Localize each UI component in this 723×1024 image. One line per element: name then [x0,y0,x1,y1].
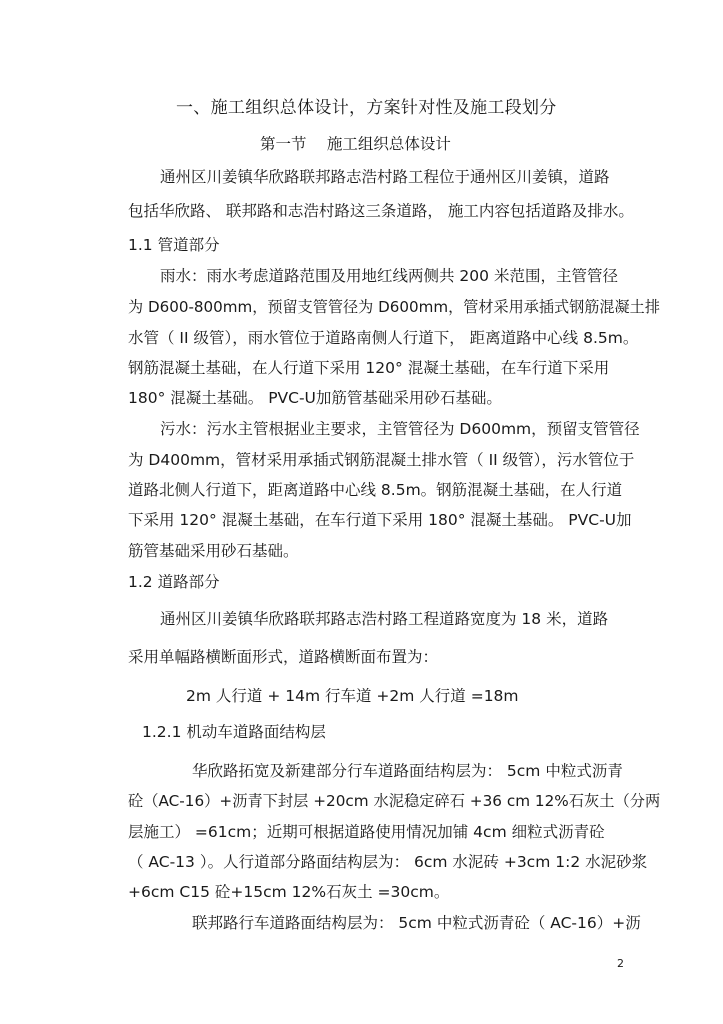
paragraph-line: +6cm C15 砼+15cm 12%石灰土 =30cm。 [128,883,450,901]
paragraph-line: 为 D600-800mm，预留支管管径为 D600mm，管材采用承插式钢筋混凝土排 [128,298,660,316]
subsection-heading: 1.2.1 机动车道路面结构层 [142,723,326,741]
paragraph-line: 雨水：雨水考虑道路范围及用地红线两侧共 200 米范围，主管管径 [160,267,618,285]
paragraph-line: 通州区川姜镇华欣路联邦路志浩村路工程位于通州区川姜镇，道路 [160,168,610,186]
paragraph-line: 通州区川姜镇华欣路联邦路志浩村路工程道路宽度为 18 米，道路 [160,610,609,628]
paragraph-line: 180° 混凝土基础。 PVC-U加筋管基础采用砂石基础。 [128,389,502,407]
subsection-heading: 1.2 道路部分 [128,573,220,591]
paragraph-line: 钢筋混凝土基础，在人行道下采用 120° 混凝土基础，在车行道下采用 [128,359,610,377]
cross-section-formula: 2m 人行道 + 14m 行车道 +2m 人行道 =18m [186,687,519,705]
paragraph-line: 层施工） =61cm；近期可根据道路使用情况加铺 4cm 细粒式沥青砼 [128,823,605,841]
paragraph-line: 为 D400mm，管材采用承插式钢筋混凝土排水管（ II 级管），污水管位于 [128,451,635,469]
paragraph-line: 污水：污水主管根据业主要求，主管管径为 D600mm，预留支管管径 [160,420,640,438]
paragraph-line: 道路北侧人行道下，距离道路中心线 8.5m。钢筋混凝土基础，在人行道 [128,481,623,499]
paragraph-line: 水管（ II 级管），雨水管位于道路南侧人行道下， 距离道路中心线 8.5m。 [128,329,639,347]
paragraph-line: 包括华欣路、 联邦路和志浩村路这三条道路， 施工内容包括道路及排水。 [128,202,634,220]
paragraph-line: 筋管基础采用砂石基础。 [128,542,299,560]
paragraph-line: （ AC-13 ）。人行道部分路面结构层为： 6cm 水泥砖 +3cm 1:2 水泥砂浆 [128,853,648,871]
paragraph-line: 采用单幅路横断面形式，道路横断面布置为： [128,648,439,666]
paragraph-line: 砼（AC-16）+沥青下封层 +20cm 水泥稳定碎石 +36 cm 12%石灰土（分两 [128,792,661,810]
document-title: 一、施工组织总体设计，方案针对性及施工段划分 [176,98,557,118]
section-heading: 第一节 施工组织总体设计 [260,135,451,153]
paragraph-line: 华欣路拓宽及新建部分行车道路面结构层为： 5cm 中粒式沥青 [192,762,623,780]
page-number: 2 [617,957,624,970]
subsection-heading: 1.1 管道部分 [128,236,220,254]
paragraph-line: 下采用 120° 混凝土基础，在车行道下采用 180° 混凝土基础。 PVC-U加 [128,511,632,529]
paragraph-line: 联邦路行车道路面结构层为： 5cm 中粒式沥青砼（ AC-16）+沥 [192,914,641,932]
